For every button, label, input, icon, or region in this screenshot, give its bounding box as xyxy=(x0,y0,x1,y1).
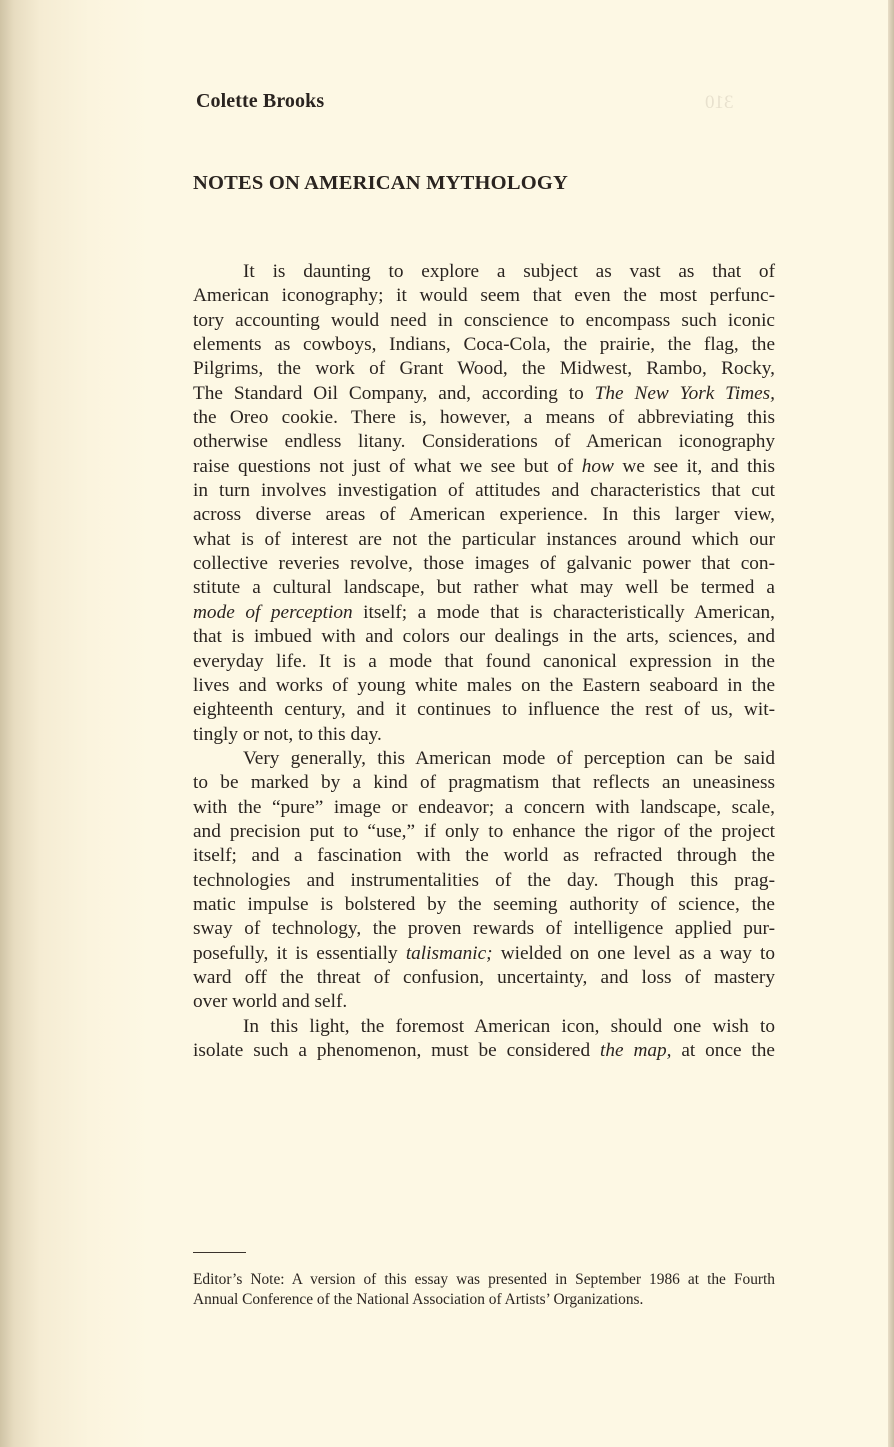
text-line: everyday life. It is a mode that found canonical expression in the xyxy=(193,650,775,672)
text-line: technologies and instrumentalities of the day. Though this prag- xyxy=(193,869,775,891)
text-line: across diverse areas of American experience. In this larger view, xyxy=(193,504,775,526)
text-line xyxy=(193,942,775,966)
text-line: eighteenth century, and it continues to influence the rest of us, wit- xyxy=(193,699,775,721)
text-line: Very generally, this American mode of perception can be said xyxy=(243,747,775,769)
text-line: tingly or not, to this day. xyxy=(193,723,382,745)
article-body xyxy=(193,260,775,1063)
text-line: with the “pure” image or endeavor; a concern with landscape, scale, xyxy=(193,796,775,818)
bleed-through-page-number: 310 xyxy=(705,92,734,113)
text-line: lives and works of young white males on the Eastern seaboard in the xyxy=(193,674,775,696)
text-line: otherwise endless litany. Considerations of American iconography xyxy=(193,431,775,453)
text-segment: raise questions not just of what we see but of xyxy=(193,455,582,477)
text-line xyxy=(193,1039,775,1063)
author-name: Colette Brooks xyxy=(196,90,325,112)
text-line: Pilgrims, the work of Grant Wood, the Midwest, Rambo, Rocky, xyxy=(193,358,775,380)
text-line: to be marked by a kind of pragmatism that reflects an uneasiness xyxy=(193,772,775,794)
italic-title-nyt: The New York Times, xyxy=(594,382,775,404)
footnote-divider xyxy=(193,1252,246,1253)
text-line: stitute a cultural landscape, but rather what may well be termed a xyxy=(193,577,775,599)
italic-emphasis-mode-of-perception: mode of perception xyxy=(193,601,353,623)
paragraph xyxy=(193,260,775,747)
text-line xyxy=(193,455,775,479)
editors-note-footnote xyxy=(193,1270,775,1310)
text-segment: The Standard Oil Company, and, according to xyxy=(193,382,595,404)
text-segment: posefully, it is essentially xyxy=(193,942,406,964)
text-line xyxy=(193,382,775,406)
footnote-line: Editor’s Note: A version of this essay was presented in September 1986 at the Fourth xyxy=(193,1271,775,1288)
text-line: tory accounting would need in conscience to encompass such iconic xyxy=(193,309,775,331)
text-line xyxy=(193,601,775,625)
text-line: In this light, the foremost American icon, should one wish to xyxy=(243,1015,775,1037)
text-line: and precision put to “use,” if only to enhance the rigor of the project xyxy=(193,820,775,842)
article-title: NOTES ON AMERICAN MYTHOLOGY xyxy=(193,172,569,194)
italic-emphasis-the-map: the map, xyxy=(600,1040,672,1061)
paragraph xyxy=(193,747,775,1015)
text-line: in turn involves investigation of attitudes and characteristics that cut xyxy=(193,480,775,502)
italic-emphasis-how: how xyxy=(581,455,614,477)
text-line: over world and self. xyxy=(193,991,348,1013)
page-edge xyxy=(888,0,894,1447)
italic-emphasis-talismanic: talismanic; xyxy=(405,942,493,964)
text-segment: isolate such a phenomenon, must be considered xyxy=(193,1040,601,1061)
text-line: It is daunting to explore a subject as vast as that of xyxy=(243,261,775,282)
text-line: collective reveries revolve, those images of galvanic power that con- xyxy=(193,553,775,575)
text-segment: at once the xyxy=(671,1040,775,1061)
text-line: itself; and a fascination with the world as refracted through the xyxy=(193,845,775,867)
text-segment: we see it, and this xyxy=(613,455,776,477)
text-line: ward off the threat of confusion, uncertainty, and loss of mastery xyxy=(193,966,775,988)
text-segment: wielded on one level as a way to xyxy=(492,942,775,964)
footnote-line: Annual Conference of the National Association of Artists’ Organizations. xyxy=(193,1291,644,1308)
text-line: what is of interest are not the particular instances around which our xyxy=(193,528,775,550)
text-line: elements as cowboys, Indians, Coca-Cola, the prairie, the flag, the xyxy=(193,334,775,356)
text-line: the Oreo cookie. There is, however, a means of abbreviating this xyxy=(193,407,775,429)
text-line: matic impulse is bolstered by the seeming authority of science, the xyxy=(193,893,775,915)
text-line: that is imbued with and colors our dealings in the arts, sciences, and xyxy=(193,626,775,648)
paragraph xyxy=(193,1015,775,1064)
text-line: American iconography; it would seem that even the most perfunc- xyxy=(193,285,775,307)
text-line: sway of technology, the proven rewards of intelligence applied pur- xyxy=(193,918,775,940)
text-segment: itself; a mode that is characteristically American, xyxy=(352,601,776,623)
